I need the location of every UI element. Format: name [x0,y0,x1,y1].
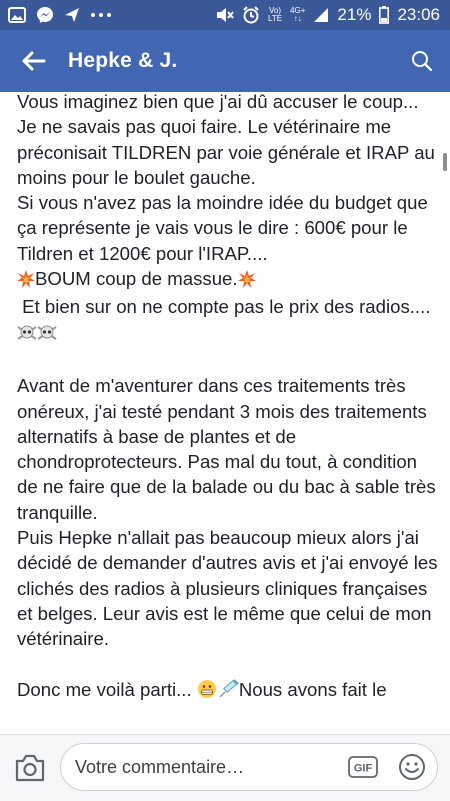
battery-percent: 21% [337,5,372,24]
gif-button[interactable] [348,756,378,778]
syringe-icon [217,679,239,705]
boum-text: BOUM coup de massue. [35,268,238,290]
volte-label: Vo) [269,6,282,15]
gif-icon [348,756,378,778]
app-bar [0,30,450,92]
photo-icon [8,7,26,23]
page-title: Hepke & J. [68,49,178,72]
search-button[interactable] [394,30,450,92]
network-indicator: 4G+ ↑↓ [290,6,306,23]
clock: 23:06 [397,5,440,24]
more-dots-icon [90,12,112,18]
signal-icon [313,7,329,23]
battery-icon [379,6,389,24]
post-paragraph-2: Avant de m'aventurer dans ces traitements très onéreux, j'ai testé pendant 3 mois des traitements alternatifs à base de plantes et de chondroprotecteurs. Pas mal du tout, à condition de ne faire que de la balade ou du bac à sable très tranquille. Puis Hepke n'allait pas beaucoup mieux alors j'ai décidé de demander d'autres avis et j'ai envoyé les clichés des radios à plusieurs cliniques françaises et belges. Leur avis est le même que celui de mon vétérinaire. [17,375,438,650]
back-arrow-icon [22,51,46,71]
explosion-icon [17,269,35,294]
comment-placeholder: Votre commentaire… [75,757,245,777]
post-paragraph-1: Vous imaginez bien que j'ai dû accuser le coup... Je ne savais pas quoi faire. Le vétérinaire me préconisait TILDREN par voie générale et IRAP au moins pour le boulet gauche. Si vous n'avez pas la moindre idée du budget que ça représente je vais vous le dire : 600€ pour le Tildren et 1200€ pour l'IRAP.... [17,91,435,264]
camera-button[interactable] [14,753,46,783]
mute-icon [214,6,234,24]
post-body [17,89,442,705]
messenger-icon [36,6,54,24]
radios-text: Et bien sur on ne compte pas le prix des radios.... [17,296,431,318]
volte-indicator [268,7,282,23]
alarm-icon [242,6,260,24]
scrollbar[interactable] [443,153,447,171]
status-bar [0,0,450,30]
comment-input[interactable] [60,743,438,791]
camera-icon [14,753,46,783]
skull-icon [17,323,37,348]
send-icon [64,7,80,23]
paragraph-3-start: Donc me voilà parti... [17,678,197,700]
emoji-button[interactable] [398,753,426,781]
network-gen-label: 4G+ [290,6,306,15]
post-paragraph-3 [17,677,442,705]
comment-composer [0,734,450,801]
paragraph-3-end: Nous avons fait le [238,678,387,700]
explosion-icon [238,269,256,294]
back-button[interactable] [0,30,68,92]
search-icon [411,50,433,72]
gif-label: GIF [353,762,373,775]
post-radios-line [17,294,442,348]
post-boum-line [17,266,442,294]
skull-icon [37,323,57,348]
smiley-icon [398,753,426,781]
lte-label: LTE [268,14,283,23]
grimace-icon [197,679,217,705]
